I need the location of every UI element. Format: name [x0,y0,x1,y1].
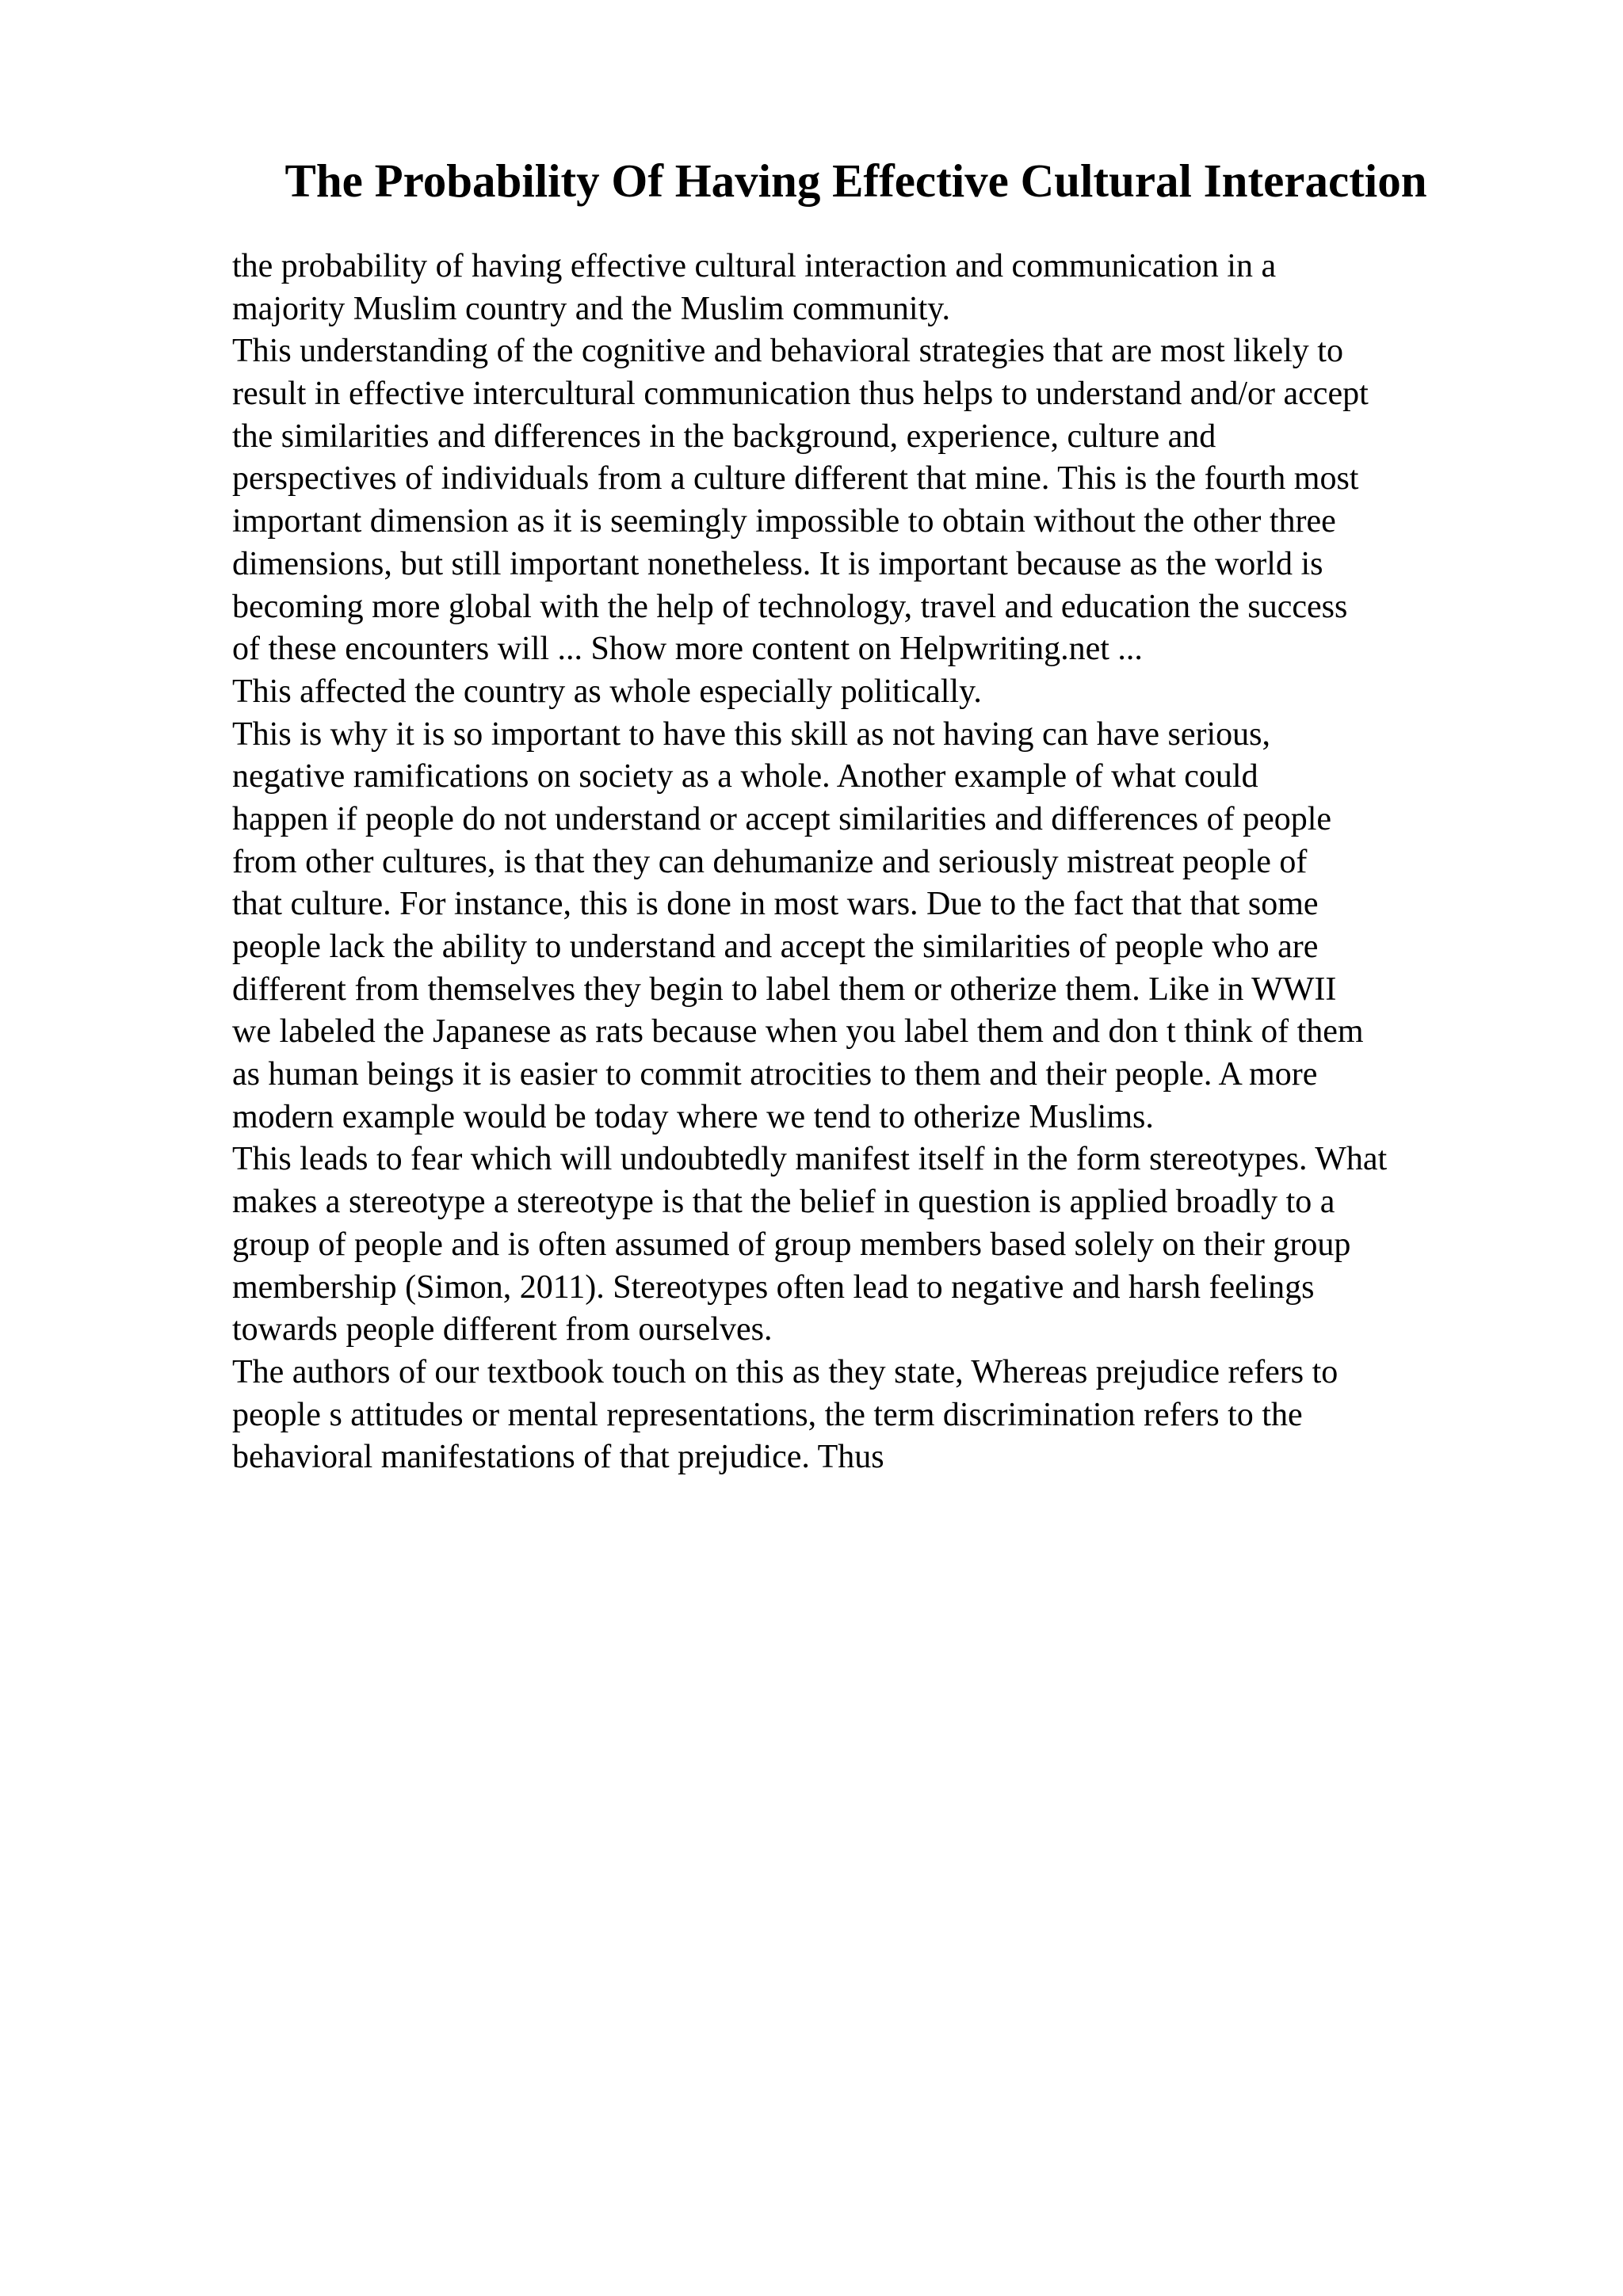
text-line: This affected the country as whole especially politically. [232,673,982,710]
text-line: people s attitudes or mental representations, the term discrimination refers to the [232,1396,1303,1433]
text-line: modern example would be today where we tend to otherize Muslims. [232,1098,1154,1135]
text-line: from other cultures, is that they can dehumanize and seriously mistreat people of [232,843,1308,880]
text-line: This is why it is so important to have this skill as not having can have serious, [232,715,1271,753]
text-line: different from themselves they begin to label them or otherize them. Like in WWII [232,971,1337,1008]
text-line: result in effective intercultural communication thus helps to understand and/or accept [232,376,1369,413]
text-line: This leads to fear which will undoubtedly manifest itself in the form stereotypes. What [232,1141,1388,1178]
text-line: dimensions, but still important nonetheless. It is important because as the world is [232,545,1323,582]
text-line: perspectives of individuals from a culture different that mine. This is the fourth most [232,460,1359,498]
text-line: the similarities and differences in the background, experience, culture and [232,418,1216,455]
document-body [232,246,1595,1479]
text-line: The authors of our textbook touch on this as they state, Whereas prejudice refers to [232,1353,1338,1390]
text-line: the probability of having effective cultural interaction and communication in a [232,248,1277,284]
text-line: makes a stereotype a stereotype is that the belief in question is applied broadly to a [232,1184,1335,1221]
text-line: majority Muslim country and the Muslim community. [232,290,951,327]
text-line: behavioral manifestations of that prejudice. Thus [232,1439,884,1476]
text-line: happen if people do not understand or accept similarities and differences of people [232,800,1332,837]
text-line: This understanding of the cognitive and behavioral strategies that are most likely to [232,333,1343,370]
text-line: as human beings it is easier to commit atrocities to them and their people. A more [232,1056,1318,1093]
text-line: group of people and is often assumed of group members based solely on their group [232,1226,1351,1263]
text-line: membership (Simon, 2011). Stereotypes often lead to negative and harsh feelings [232,1268,1315,1306]
document-title: The Probability Of Having Effective Cultural Interaction [285,154,1427,207]
text-line: people lack the ability to understand and accept the similarities of people who are [232,929,1319,965]
text-line: negative ramifications on society as a whole. Another example of what could [232,758,1258,795]
text-line: of these encounters will ... Show more content on Helpwriting.net ... [232,631,1143,668]
text-line: becoming more global with the help of technology, travel and education the success [232,588,1348,625]
text-line: important dimension as it is seemingly impossible to obtain without the other three [232,503,1336,540]
text-line: towards people different from ourselves. [232,1311,773,1348]
text-line: we labeled the Japanese as rats because when you label them and don t think of them [232,1013,1364,1051]
text-line: that culture. For instance, this is done in most wars. Due to the fact that that some [232,886,1319,923]
